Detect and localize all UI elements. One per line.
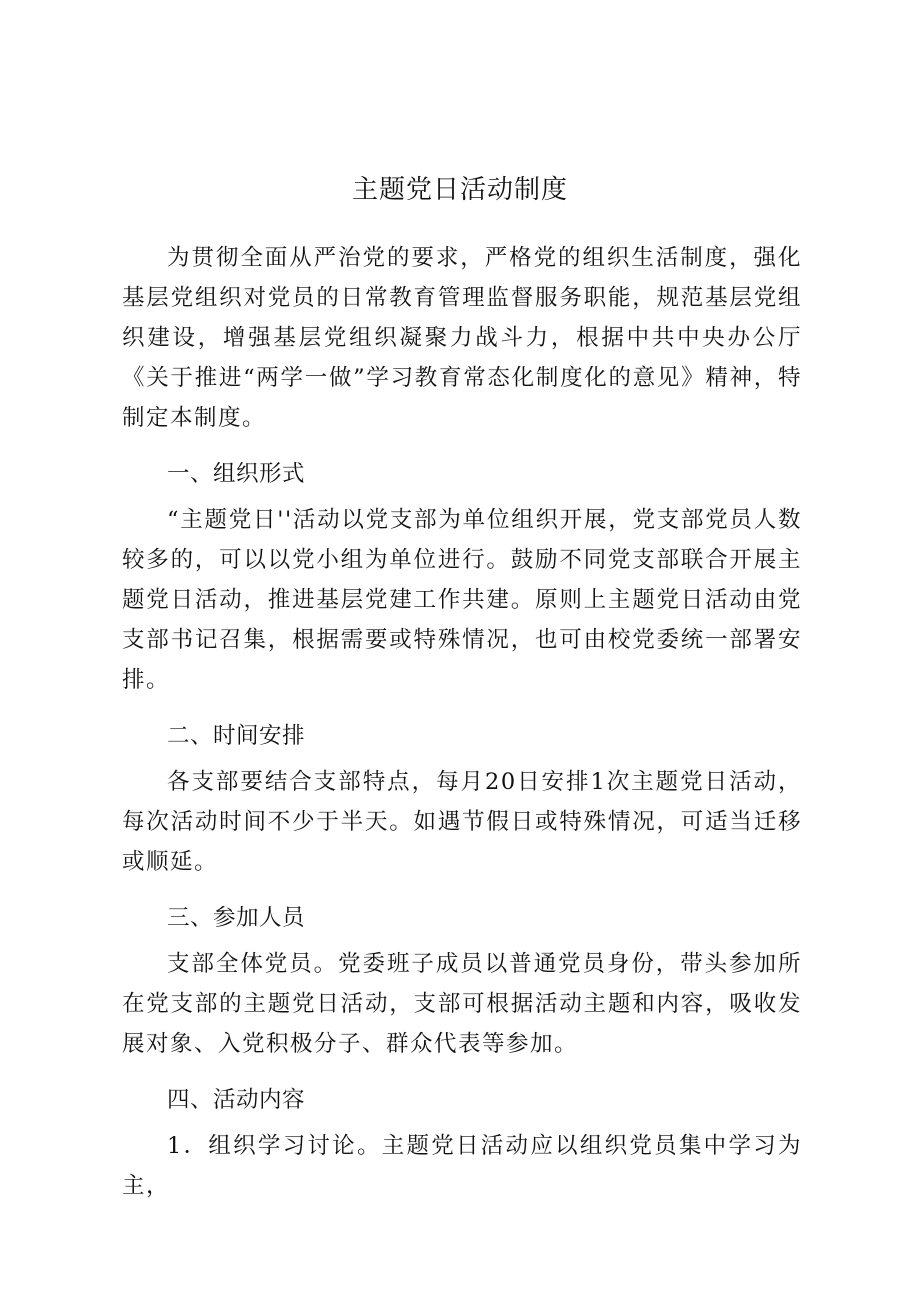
section-heading-participants: 三、参加人员 [167,905,306,931]
section-body-participants: 支部全体党员。党委班子成员以普通党员身份，带头参加所在党支部的主题党日活动，支部可根据活动主题和内容，吸收发展对象、入党积极分子、群众代表等参加。 [122,951,802,1057]
intro-paragraph: 为贯彻全面从严治党的要求，严格党的组织生活制度，强化基层党组织对党员的日常教育管理监督服务职能，规范基层党组织建设，增强基层党组织凝聚力战斗力，根据中共中央办公厅《关于推进“两学一做”学习教育常态化制度化的意见》精神，特制定本制度。 [122,245,802,431]
section-heading-organization: 一、组织形式 [167,461,306,487]
document-body [122,238,802,1206]
section-heading-schedule: 二、时间安排 [167,723,306,749]
section-heading-content: 四、活动内容 [167,1087,306,1113]
section-body-organization: “主题党日''活动以党支部为单位组织开展，党支部党员人数较多的，可以以党小组为单位进行。鼓励不同党支部联合开展主题党日活动，推进基层党建工作共建。原则上主题党日活动由党支部书记召集，根据需要或特殊情况，也可由校党委统一部署安排。 [122,507,802,693]
document-title: 主题党日活动制度 [351,175,568,205]
section-body-schedule: 各支部要结合支部特点，每月20日安排1次主题党日活动，每次活动时间不少于半天。如遇节假日或特殊情况，可适当迁移或顺延。 [122,769,802,875]
section-body-content: 1．组织学习讨论。主题党日活动应以组织党员集中学习为主， [122,1133,802,1199]
